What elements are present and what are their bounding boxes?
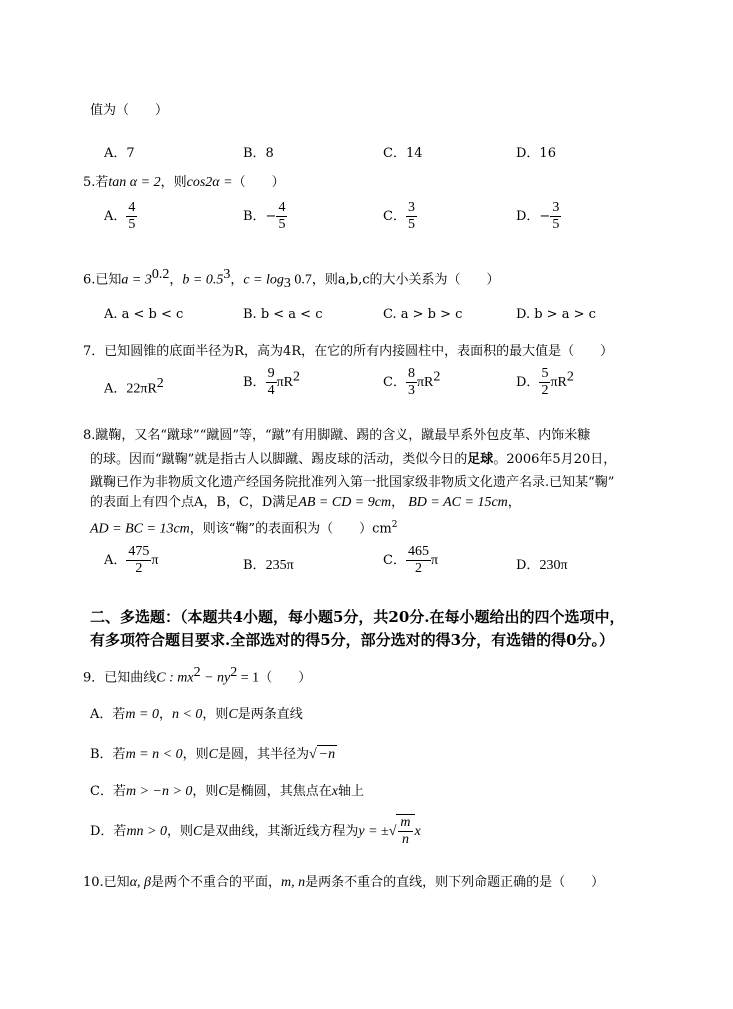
q5-stem: 5.若tan α = 2，则cos2α =（ ） [83,175,285,190]
fraction: $\frac{475}{2}$ [128,544,150,576]
q5-option-a: A． $\frac{4}{5}$ [104,200,136,232]
q7-stem: 7．已知圆锥的底面半径为R，高为4R，在它的所有内接圆柱中，表面积的最大值是（ ） [83,344,614,359]
fraction: $\frac{m}{n}$ [400,815,411,847]
fraction: $\frac{4}{5}$ [278,200,286,232]
q8-option-d: D．230π [516,558,568,573]
q7-option-d: D． $\frac{5}{2}$ $\pi R^2$ [516,366,574,398]
q9-option-d: D．若mn > 0，则C是双曲线，其渐近线方程为y = ±√ $\frac{m}{n}$ x [90,815,421,847]
q6-option-c: C. a > b > c [383,307,463,322]
q8-option-b: B．235π [243,558,294,573]
sqrt-radicand: −n [318,747,336,762]
q6-option-a: A. a < b < c [104,307,184,322]
section-2-heading-line-2: 有多项符合题目要求.全部选对的得5分，部分选对的得3分，有选错的得0分。） [90,631,615,649]
q7-option-b: B． $\frac{9}{4}$ $\pi R^2$ [243,366,300,398]
fraction: $\frac{3}{5}$ [407,200,415,232]
q8-line-5: AD = BC = 13cm，则该“鞠”的表面积为（ ）$cm^2$ [90,520,398,537]
q8-option-a: A． $\frac{475}{2}$ π [104,544,159,576]
q7-option-c: C． $\frac{8}{3}$ $\pi R^2$ [383,366,441,398]
q5-option-b: B．− $\frac{4}{5}$ [243,200,286,232]
fraction: $\frac{9}{4}$ [267,366,275,398]
q7-option-a: A．$22\pi R^2$ [104,376,164,397]
fraction: $\frac{8}{3}$ [407,366,415,398]
q4-option-a: A．7 [104,146,135,161]
q6-stem: 6.已知$a = 3^{0.2}$，$b = 0.5^3$，$c = \log_3 0.7$，则a,b,c的大小关系为（ ） [83,267,500,291]
q10-stem: 10.已知α, β是两个不重合的平面，m, n是两条不重合的直线，则下列命题正确的是（ ） [83,875,605,890]
q8-line-4: 的表面上有四个点A，B，C，D满足AB = CD = 9cm， BD = AC = 15cm， [90,495,521,510]
q9-option-c: C．若m > −n > 0，则C是椭圆，其焦点在x轴上 [90,784,365,799]
q6-option-b: B. b < a < c [243,307,323,322]
q6-option-d: D. b > a > c [516,307,596,322]
q8-option-c: C． $\frac{465}{2}$ π [383,544,439,576]
fraction: $\frac{4}{5}$ [128,200,136,232]
q5-option-d: D．− $\frac{3}{5}$ [516,200,560,232]
q9-option-a: A．若m = 0，n < 0，则C是两条直线 [90,707,303,722]
fraction: $\frac{3}{5}$ [552,200,560,232]
q4-option-b: B．8 [243,146,274,161]
q9-option-b: B．若m = n < 0，则C是圆，其半径为√ −n [90,747,336,762]
q4-option-c: C．14 [383,146,423,161]
q5-option-c: C． $\frac{3}{5}$ [383,200,415,232]
q8-line-2: 的球。因而“蹴鞠”就是指古人以脚蹴、踢皮球的活动，类似今日的足球。2006年5月20日， [90,452,617,467]
q4-option-d: D．16 [516,146,556,161]
section-2-heading-line-1: 二、多选题：（本题共4小题，每小题5分，共20分.在每小题给出的四个选项中， [90,608,625,626]
q9-stem: 9．已知曲线C : $mx^2 - ny^2 = 1$（ ） [83,665,312,686]
q4-tail: 值为（ ） [90,103,169,118]
q8-line-1: 8.蹴鞠，又名“蹴球”“蹴圆”等，“蹴”有用脚蹴、踢的含义，蹴最早系外包皮革、内饰米糠 [83,428,591,443]
fraction: $\frac{5}{2}$ [541,366,549,398]
q8-line-3: 蹴鞠已作为非物质文化遗产经国务院批准列入第一批国家级非物质文化遗产名录.已知某“鞠” [90,475,615,490]
fraction: $\frac{465}{2}$ [407,544,429,576]
